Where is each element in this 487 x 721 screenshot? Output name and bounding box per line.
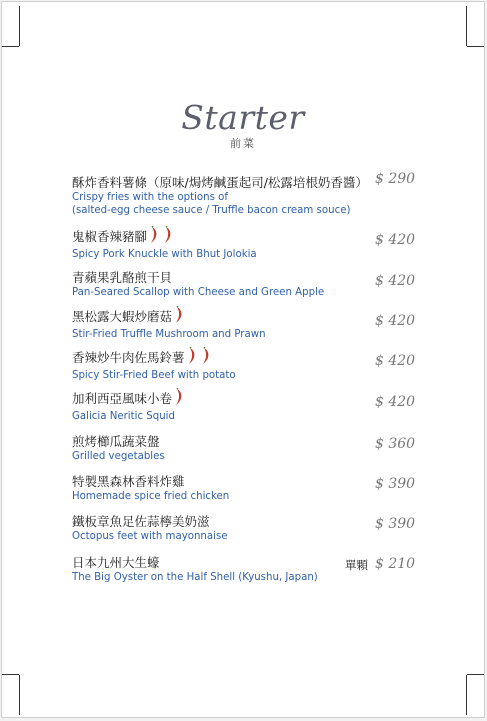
- menu-item-price: $ 420: [375, 394, 416, 410]
- menu-item-name-zh: 鬼椒香辣豬腳: [72, 229, 148, 244]
- menu-item-name-en: Spicy Pork Knuckle with Bhut Jolokia: [72, 249, 257, 260]
- menu-item-name-zh: 鐵板章魚足佐蒜檸美奶滋: [72, 514, 210, 529]
- menu-item: [72, 172, 412, 217]
- menu-item-price: $ 390: [375, 476, 416, 492]
- menu-item-name-zh: 特製黑森林香料炸雞: [72, 474, 185, 489]
- menu-item-name-zh: 香辣炒牛肉佐馬鈴薯: [72, 350, 185, 365]
- menu-item: [72, 347, 412, 382]
- menu-item-price: $ 210: [375, 556, 416, 572]
- menu-item: [72, 471, 412, 503]
- menu-item-name-en: Octopus feet with mayonnaise: [72, 531, 228, 542]
- menu-item-name-zh: 煎烤櫛瓜蔬菜盤: [72, 434, 160, 449]
- menu-item-name-en: Stir-Fried Truffle Mushroom and Prawn: [72, 329, 266, 340]
- chili-pepper-icon: [201, 347, 213, 369]
- menu-item-price: $ 420: [375, 313, 416, 329]
- section-subtitle: 前菜: [230, 137, 256, 150]
- menu-item-name-en: Spicy Stir-Fried Beef with potato: [72, 370, 236, 381]
- menu-item-name-zh: 加利西亞風味小卷: [72, 391, 173, 406]
- crop-mark-tr-vertical: [466, 6, 467, 46]
- menu-item-name-en: Galicia Neritic Squid: [72, 411, 175, 422]
- menu-item-price: $ 390: [375, 516, 416, 532]
- chili-pepper-icon: [187, 347, 199, 369]
- menu-item: [72, 226, 412, 261]
- crop-mark-br-horizontal: [467, 674, 484, 675]
- menu-item-name-zh: 黑松露大蝦炒磨菇: [72, 309, 173, 324]
- chili-pepper-icon: [149, 226, 161, 248]
- menu-item-name-en: Crispy fries with the options of: [72, 192, 228, 203]
- section-title: Starter: [181, 98, 305, 137]
- menu-item-price: $ 420: [375, 353, 416, 369]
- chili-pepper-icon: [174, 306, 186, 328]
- menu-item-name-en: Homemade spice fried chicken: [72, 491, 230, 502]
- menu-item: [72, 511, 412, 543]
- menu-item-price: $ 420: [375, 273, 416, 289]
- menu-item-price: $ 420: [375, 232, 416, 248]
- menu-item-unit: 單顆: [345, 558, 368, 572]
- crop-mark-bl-horizontal: [2, 674, 19, 675]
- menu-item-name-zh: 酥炸香料薯條（原味/焗烤鹹蛋起司/松露培根奶香醬）: [72, 175, 368, 190]
- crop-mark-tr-horizontal: [467, 46, 484, 47]
- crop-mark-tl-vertical: [19, 6, 20, 46]
- menu-item-price: $ 360: [375, 436, 416, 452]
- crop-mark-br-vertical: [466, 675, 467, 715]
- menu-item-name-en-line2: (salted-egg cheese sauce / Truffle bacon cream souce): [72, 205, 351, 216]
- menu-item-name-en: The Big Oyster on the Half Shell (Kyushu, Japan): [72, 572, 318, 583]
- chili-pepper-icon: [163, 226, 175, 248]
- chili-pepper-icon: [174, 388, 186, 410]
- menu-item: [72, 306, 412, 341]
- crop-mark-tl-horizontal: [2, 46, 19, 47]
- menu-page: [1, 1, 485, 718]
- crop-mark-bl-vertical: [19, 675, 20, 715]
- menu-item-name-zh: 日本九州大生蠔: [72, 555, 160, 570]
- menu-item-name-en: Grilled vegetables: [72, 451, 165, 462]
- menu-item: [72, 388, 412, 423]
- menu-item-name-en: Pan-Seared Scallop with Cheese and Green Apple: [72, 287, 325, 298]
- menu-item: [72, 431, 412, 463]
- menu-item-name-zh: 青蘋果乳酪煎干貝: [72, 270, 173, 285]
- menu-item-price: $ 290: [375, 171, 416, 187]
- menu-item: [72, 267, 412, 299]
